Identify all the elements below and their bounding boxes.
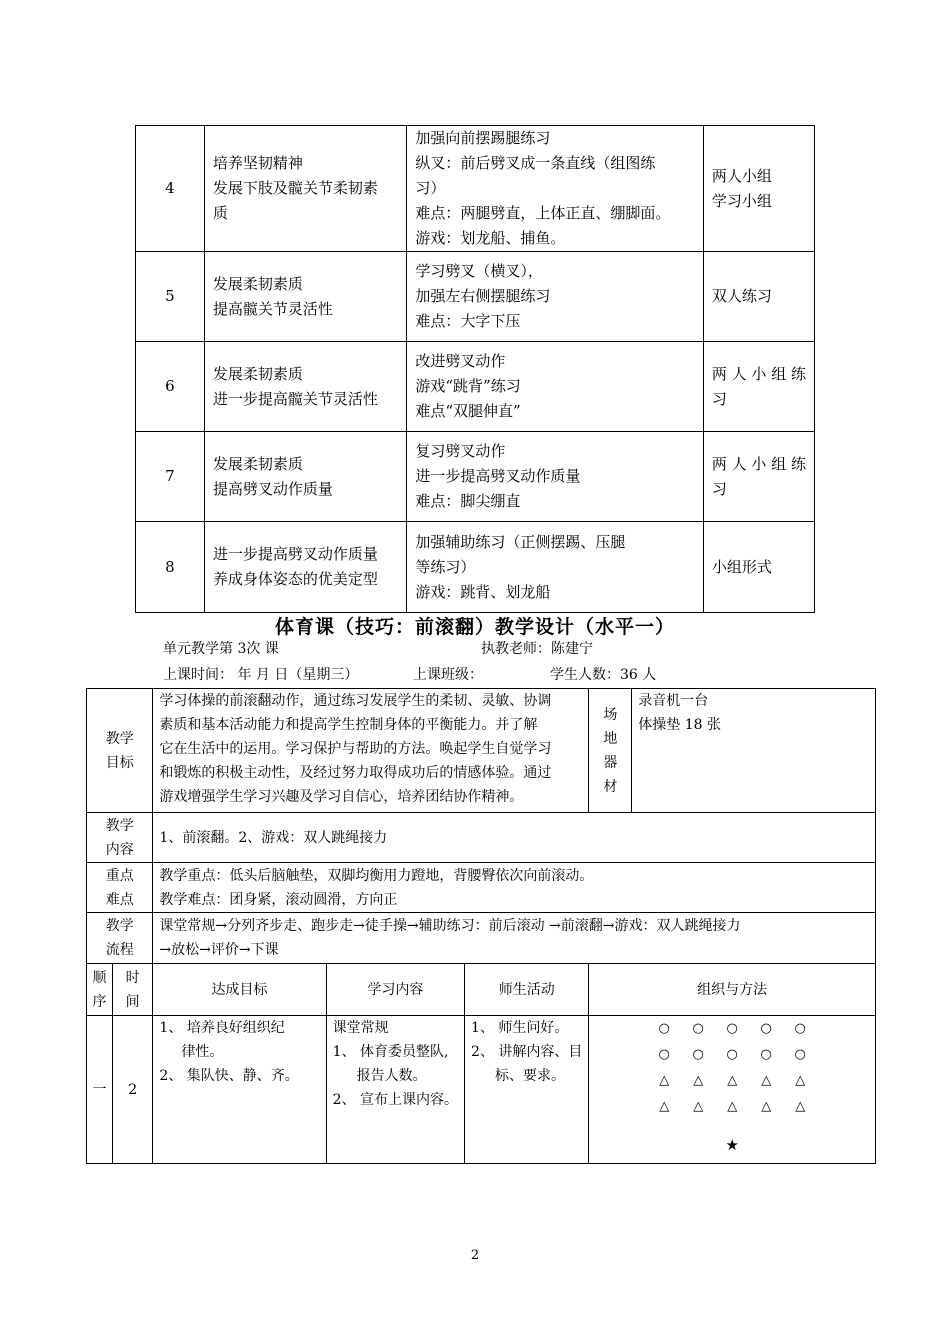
triangle-icon: △ <box>659 1073 670 1088</box>
student-count: 学生人数：36 人 <box>550 667 657 683</box>
triangle-icon: △ <box>659 1099 670 1114</box>
row-activity: 1、 师生问好。 2、 讲解内容、目 标、要求。 <box>465 1016 589 1164</box>
lesson-number: 8 <box>136 522 205 613</box>
content-line: 复习劈叉动作 <box>415 442 506 460</box>
row-time: 2 <box>112 1016 152 1164</box>
table-row <box>136 432 815 522</box>
goal-line: 发展下肢及髋关节柔韧素 <box>212 179 378 197</box>
header-method: 组织与方法 <box>589 964 876 1016</box>
circle-icon: ○ <box>726 1021 738 1036</box>
flow-text: 课堂常规→分列齐步走、跑步走→徒手操→辅助练习：前后滚动 →前滚翻→游戏：双人跳绳接力 →放松→评价→下课 <box>153 913 876 964</box>
triangle-icon: △ <box>795 1099 806 1114</box>
circle-icon: ○ <box>760 1021 772 1036</box>
lesson-number: 4 <box>136 126 205 252</box>
content-line: 加强向前摆踢腿练习 <box>415 129 551 147</box>
formation-row <box>595 1042 869 1068</box>
content-line: 纵叉：前后劈叉成一条直线（组图练 <box>415 154 656 172</box>
table-row <box>87 1016 876 1164</box>
content-line: 难点“双腿伸直” <box>415 402 521 420</box>
header-activity: 师生活动 <box>465 964 589 1016</box>
goal-line: 发展柔韧素质 <box>212 274 303 293</box>
class-name: 上课班级： <box>413 667 483 683</box>
row-content: 课堂常规 1、 体育委员整队, 报告人数。 2、 宣布上课内容。 <box>326 1016 464 1164</box>
header-content: 学习内容 <box>326 964 464 1016</box>
content-line: 进一步提高劈叉动作质量 <box>415 467 581 485</box>
circle-icon: ○ <box>658 1047 670 1062</box>
content-line: 改进劈叉动作 <box>415 352 506 370</box>
content-line: 游戏：划龙船、捕鱼。 <box>415 229 566 247</box>
content-label: 教学 内容 <box>87 813 153 863</box>
triangle-icon: △ <box>761 1073 772 1088</box>
goal-line: 进一步提高劈叉动作质量 <box>212 545 378 563</box>
formation-row <box>595 1094 869 1120</box>
page-number: 2 <box>470 1248 480 1263</box>
org-line: 习 <box>711 389 727 408</box>
flow-row <box>87 913 876 964</box>
unit-count: 单元教学第 3次 课 <box>163 641 279 657</box>
goal-line: 进一步提高髋关节灵活性 <box>212 389 378 408</box>
triangle-icon: △ <box>727 1099 738 1114</box>
table-row <box>136 342 815 432</box>
table-row <box>136 522 815 613</box>
goal-row <box>87 689 876 813</box>
content-line: 加强辅助练习（正侧摆踢、压腿 <box>415 532 626 551</box>
key-text: 教学重点：低头后脑触垫，双脚均衡用力蹬地，背腰臀依次向前滚动。 教学难点：团身紧，滚动圆滑，方向正 <box>153 863 876 913</box>
teacher: 执教老师：陈建宁 <box>481 641 593 657</box>
circle-icon: ○ <box>726 1047 738 1062</box>
formation-row <box>595 1016 869 1042</box>
lesson-number: 7 <box>136 432 205 522</box>
content-line: 游戏“跳背”练习 <box>415 377 521 395</box>
goal-line: 质 <box>212 204 228 222</box>
venue-text: 录音机一台 体操垫 18 张 <box>632 689 876 813</box>
table-row <box>136 252 815 342</box>
triangle-icon: △ <box>693 1073 704 1088</box>
content-line: 加强左右侧摆腿练习 <box>415 287 551 305</box>
circle-icon: ○ <box>794 1021 806 1036</box>
unit-plan-table <box>135 125 815 613</box>
triangle-icon: △ <box>693 1099 704 1114</box>
org-line: 双人练习 <box>711 287 772 305</box>
flow-label: 教学 流程 <box>87 913 153 964</box>
goal-line: 提高髋关节灵活性 <box>212 299 333 318</box>
content-line: 学习劈叉（横叉）， <box>415 262 543 280</box>
lesson-plan-table <box>86 688 876 1164</box>
content-line: 游戏：跳背、划龙船 <box>415 582 551 601</box>
org-line: 习 <box>711 479 727 498</box>
content-text: 1、前滚翻。2、游戏：双人跳绳接力 <box>153 813 876 863</box>
content-line: 等练习） <box>415 557 476 576</box>
triangle-icon: △ <box>727 1073 738 1088</box>
goal-line: 养成身体姿态的优美定型 <box>212 570 378 588</box>
content-line: 难点：大字下压 <box>415 312 521 330</box>
formation-diagram <box>589 1016 876 1164</box>
teacher-star-icon: ★ <box>725 1136 739 1154</box>
key-label: 重点 难点 <box>87 863 153 913</box>
class-time: 上课时间： 年 月 日（星期三） <box>163 667 359 683</box>
goal-line: 发展柔韧素质 <box>212 364 303 383</box>
org-line: 两人小组 <box>711 166 772 185</box>
org-line: 小组形式 <box>711 557 772 576</box>
circle-icon: ○ <box>692 1021 704 1036</box>
triangle-icon: △ <box>795 1073 806 1088</box>
key-row <box>87 863 876 913</box>
content-line: 难点：脚尖绷直 <box>415 492 521 510</box>
page-title: 体育课（技巧：前滚翻）教学设计（水平一） <box>274 616 675 638</box>
org-line: 学习小组 <box>711 191 772 210</box>
goal-label: 教学 目标 <box>87 689 153 813</box>
content-line: 习） <box>415 179 446 197</box>
org-line: 两 人 小 组 练 <box>711 364 806 383</box>
content-line: 难点：两腿劈直，上体正直、绷脚面。 <box>415 204 671 222</box>
goal-line: 提高劈叉动作质量 <box>212 479 333 498</box>
circle-icon: ○ <box>658 1021 670 1036</box>
triangle-icon: △ <box>761 1099 772 1114</box>
row-goals: 1、 培养良好组织纪 律性。 2、 集队快、静、齐。 <box>153 1016 326 1164</box>
header-time: 时 间 <box>112 964 152 1016</box>
circle-icon: ○ <box>794 1047 806 1062</box>
goal-line: 培养坚韧精神 <box>212 154 303 172</box>
table-row <box>136 126 815 252</box>
header-goal: 达成目标 <box>153 964 326 1016</box>
content-row <box>87 813 876 863</box>
lesson-number: 5 <box>136 252 205 342</box>
lesson-number: 6 <box>136 342 205 432</box>
org-line: 两 人 小 组 练 <box>711 454 806 473</box>
venue-label: 场 地 器 材 <box>589 689 632 813</box>
circle-icon: ○ <box>760 1047 772 1062</box>
goal-line: 发展柔韧素质 <box>212 454 303 473</box>
circle-icon: ○ <box>692 1047 704 1062</box>
row-order: 一 <box>87 1016 113 1164</box>
formation-row <box>595 1068 869 1094</box>
goal-text: 学习体操的前滚翻动作，通过练习发展学生的柔韧、灵敏、协调 素质和基本活动能力和提高学生控制身体的平衡能力。并了解 它在生活中的运用。学习保护与帮助的方法。唤起学生自觉学习 和锻炼的积极主动性，及经过努力取得成功后的情感体验。通过 游戏增强学生学习兴趣及学习自信心，培养团结协作精神。 <box>153 689 589 813</box>
header-order: 顺 序 <box>87 964 113 1016</box>
header-row <box>87 964 876 1016</box>
